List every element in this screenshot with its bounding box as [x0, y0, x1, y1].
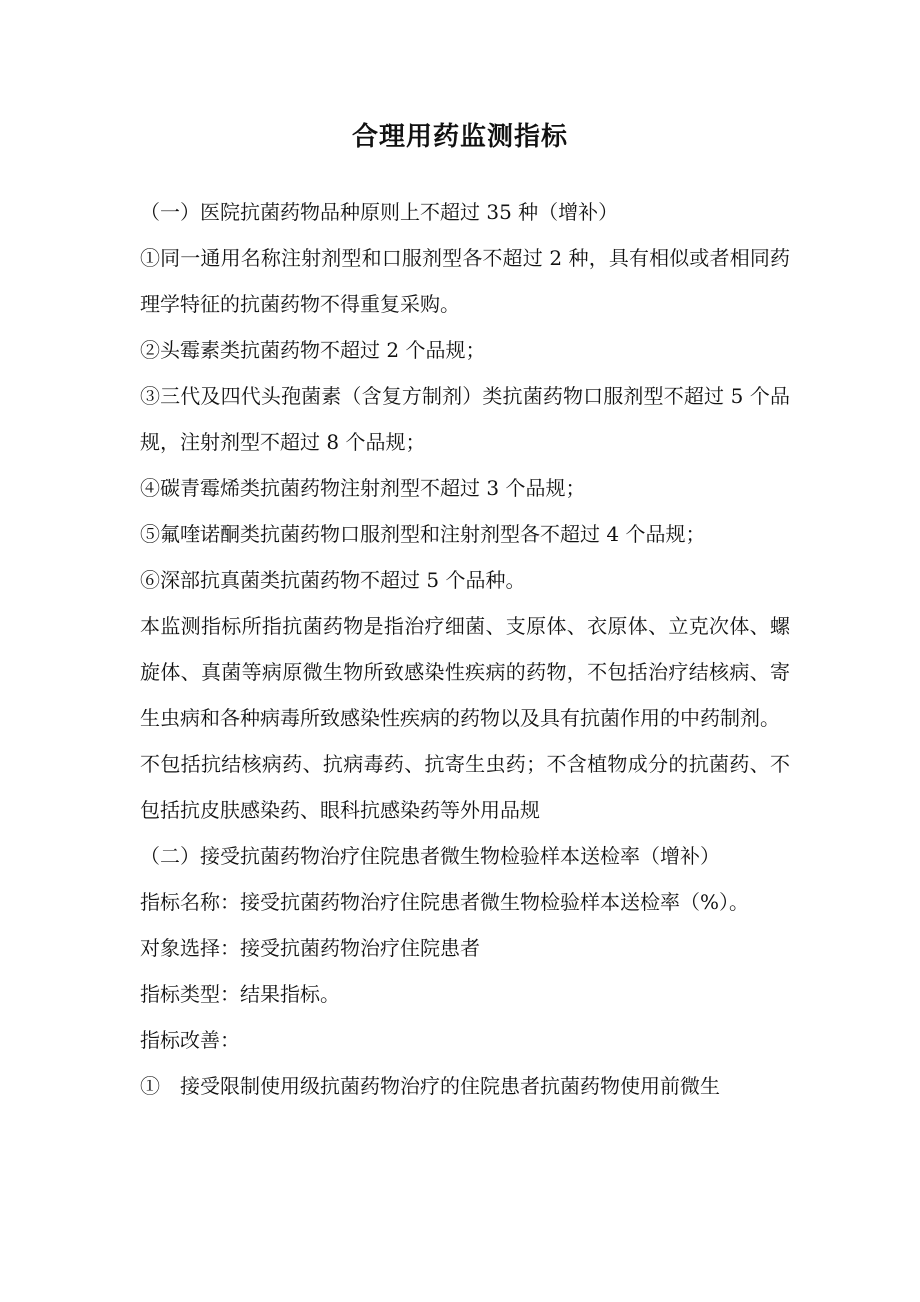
indicator-name: 指标名称：接受抗菌药物治疗住院患者微生物检验样本送检率（%）。 [140, 890, 750, 914]
indicator-type: 指标类型：结果指标。 [140, 982, 340, 1006]
definition-paragraph: 本监测指标所指抗菌药物是指治疗细菌、支原体、衣原体、立克次体、螺旋体、真菌等病原微生物所致感染性疾病的药物，不包括治疗结核病、寄生虫病和各种病毒所致感染性疾病的药物以及具有抗菌作用的中药制剂。 [140, 614, 790, 730]
target-selection: 对象选择：接受抗菌药物治疗住院患者 [140, 936, 480, 960]
exclusion-paragraph: 不包括抗结核病药、抗病毒药、抗寄生虫药；不含植物成分的抗菌药、不包括抗皮肤感染药、眼科抗感染药等外用品规 [140, 752, 790, 822]
list-item-4: ④碳青霉烯类抗菌药物注射剂型不超过 3 个品规； [140, 476, 586, 500]
list-item-2: ②头霉素类抗菌药物不超过 2 个品规； [140, 338, 486, 362]
document-title: 合理用药监测指标 [351, 122, 568, 152]
document-body [140, 189, 790, 1109]
section-heading-2: （二）接受抗菌药物治疗住院患者微生物检验样本送检率（增补） [140, 844, 720, 868]
list-item-1: ①同一通用名称注射剂型和口服剂型各不超过 2 种，具有相似或者相同药理学特征的抗菌药物不得重复采购。 [140, 246, 790, 316]
list-item-6: ⑥深部抗真菌类抗菌药物不超过 5 个品种。 [140, 568, 526, 592]
list-item-3: ③三代及四代头孢菌素（含复方制剂）类抗菌药物口服剂型不超过 5 个品规，注射剂型不超过 8 个品规； [140, 384, 790, 454]
section-heading-1: （一）医院抗菌药物品种原则上不超过 35 种（增补） [140, 200, 619, 224]
list-item-5: ⑤氟喹诺酮类抗菌药物口服剂型和注射剂型各不超过 4 个品规； [140, 522, 706, 546]
indicator-improvement: 指标改善： [140, 1028, 240, 1052]
improvement-item-1: ① 接受限制使用级抗菌药物治疗的住院患者抗菌药物使用前微生 [140, 1074, 720, 1098]
